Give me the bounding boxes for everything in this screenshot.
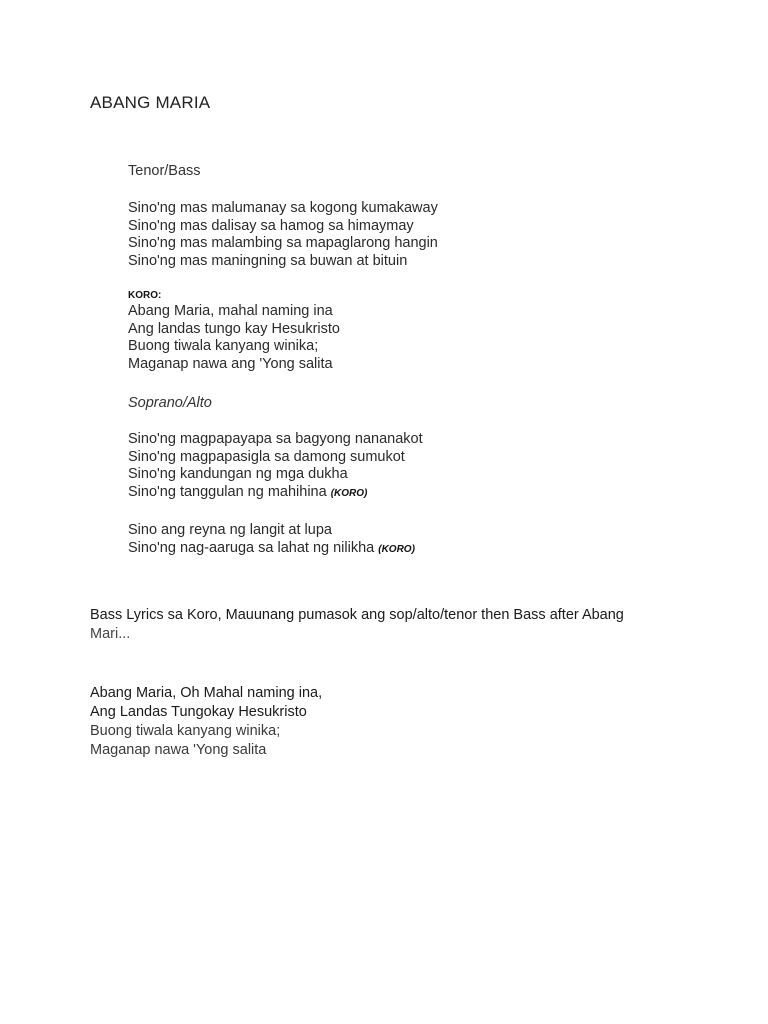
soprano-alto-label: Soprano/Alto [128, 395, 212, 411]
verse-line: Sino'ng mas malambing sa mapaglarong hangin [128, 235, 438, 251]
document-title: ABANG MARIA [90, 93, 211, 112]
verse-line: Sino'ng magpapasigla sa damong sumukot [128, 448, 405, 465]
verse-line-text: Sino'ng nag-aaruga sa lahat ng nilikha [128, 539, 375, 556]
verse-line: Sino'ng mas dalisay sa hamog sa himaymay [128, 217, 414, 234]
verse-line [128, 484, 423, 503]
note-line: Mari... [90, 626, 131, 642]
note-line: Bass Lyrics sa Koro, Mauunang pumasok ang sop/alto/tenor then Bass after Abang [90, 607, 624, 623]
koro-section [128, 289, 340, 373]
koro-line: Abang Maria, mahal naming ina [128, 303, 333, 319]
bass-lyric-line: Ang Landas Tungokay Hesukristo [90, 704, 307, 720]
soprano-alto-verse [128, 431, 423, 502]
koro-tag: (KORO) [378, 543, 415, 555]
bass-lyric-line: Maganap nawa 'Yong salita [90, 742, 267, 758]
verse-line: Sino'ng magpapayapa sa bagyong nananakot [128, 431, 423, 447]
koro-line: Ang landas tungo kay Hesukristo [128, 320, 340, 337]
tenor-bass-section [128, 163, 201, 181]
verse-line: Sino'ng kandungan ng mga dukha [128, 466, 348, 482]
bass-lyric-line: Buong tiwala kanyang winika; [90, 723, 281, 739]
verse-line: Sino ang reyna ng langit at lupa [128, 522, 332, 538]
bass-lyrics [90, 684, 322, 760]
koro-tag: (KORO) [330, 487, 368, 499]
verse-line [128, 540, 415, 559]
koro-label: KORO: [128, 290, 162, 301]
verse-line: Sino'ng mas maningning sa buwan at bituin [128, 252, 408, 269]
verse-line: Sino'ng mas malumanay sa kogong kumakaway [128, 200, 438, 216]
koro-line: Buong tiwala kanyang winika; [128, 338, 319, 354]
soprano-alto-section [128, 395, 212, 413]
tenor-bass-verse [128, 200, 438, 270]
koro-line: Maganap nawa ang 'Yong salita [128, 355, 333, 372]
bass-note [90, 606, 624, 644]
bass-lyric-line: Abang Maria, Oh Mahal naming ina, [90, 685, 323, 701]
verse-line-text: Sino'ng tanggulan ng mahihina [128, 483, 327, 500]
verse-three [128, 522, 415, 558]
tenor-bass-label: Tenor/Bass [128, 163, 201, 179]
